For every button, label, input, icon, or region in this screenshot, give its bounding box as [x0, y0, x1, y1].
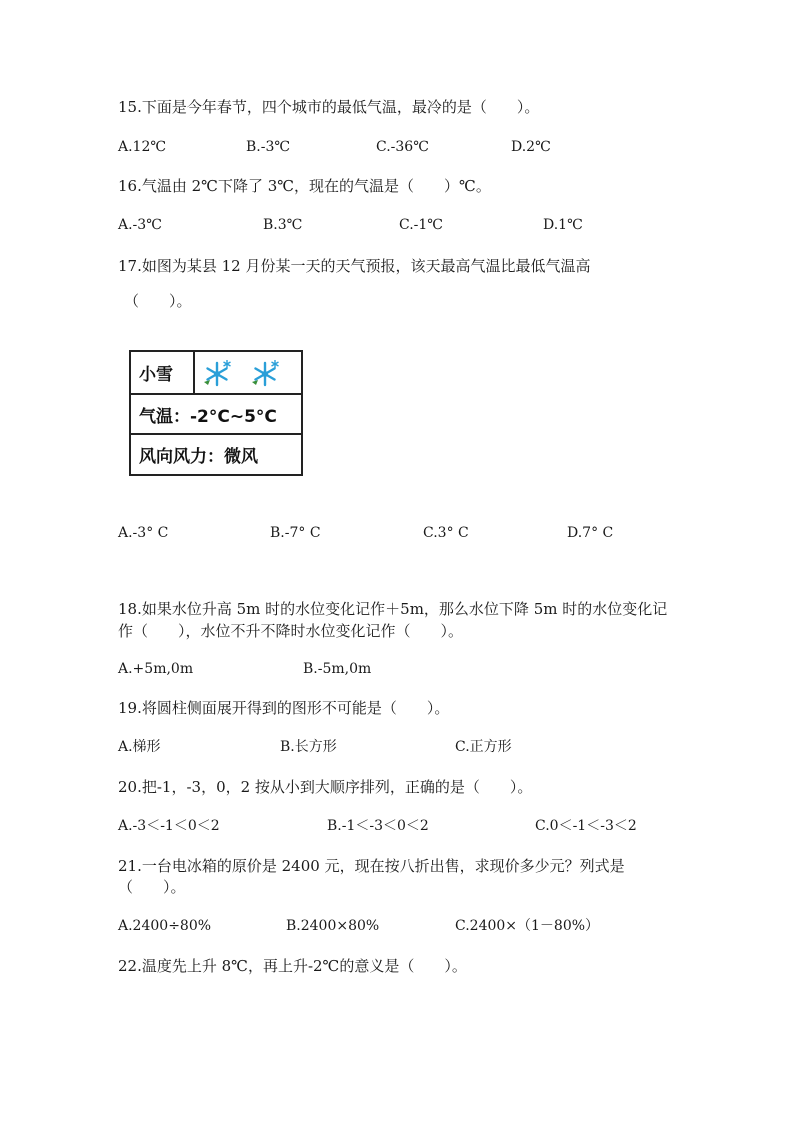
weather-forecast-card: [129, 350, 303, 476]
q15-option-c[interactable]: C.-36℃: [376, 139, 429, 155]
question-18-line2: 作（ ），水位不升不降时水位变化记作（ ）。: [118, 622, 464, 640]
weather-label: 小雪: [139, 365, 173, 385]
q15-option-b[interactable]: B.-3℃: [246, 139, 291, 155]
q17-option-d[interactable]: D.7° C: [567, 525, 614, 541]
q19-option-c[interactable]: C.正方形: [455, 739, 512, 755]
question-21: 21.一台电冰箱的原价是 2400 元，现在按八折出售，求现价多少元？列式是: [118, 857, 625, 875]
q19-option-a[interactable]: A.梯形: [118, 739, 161, 755]
q15-option-a[interactable]: A.12℃: [118, 139, 167, 155]
q21-option-a[interactable]: A.2400÷80%: [118, 918, 212, 934]
question-16: 16.气温由 2℃下降了 3℃，现在的气温是（ ）℃。: [118, 177, 491, 195]
q17-option-a[interactable]: A.-3° C: [118, 525, 169, 541]
question-19: 19.将圆柱侧面展开得到的图形不可能是（ ）。: [118, 699, 450, 717]
q16-option-c[interactable]: C.-1℃: [399, 217, 443, 233]
q16-option-d[interactable]: D.1℃: [543, 217, 583, 233]
temperature-row: [131, 395, 301, 435]
q19-option-b[interactable]: B.长方形: [280, 739, 337, 755]
q21-option-c[interactable]: C.2400×（1－80%）: [455, 918, 600, 934]
q16-option-b[interactable]: B.3℃: [263, 217, 303, 233]
q20-option-a[interactable]: A.-3＜-1＜0＜2: [118, 818, 220, 834]
divider: [193, 352, 195, 393]
q15-option-d[interactable]: D.2℃: [511, 139, 551, 155]
q20-option-b[interactable]: B.-1＜-3＜0＜2: [327, 818, 429, 834]
wind-row: [131, 435, 301, 474]
q17-option-c[interactable]: C.3° C: [423, 525, 469, 541]
q21-option-b[interactable]: B.2400×80%: [286, 918, 380, 934]
weather-row: [131, 352, 301, 395]
snowflake-icon: [201, 358, 235, 388]
q18-option-b[interactable]: B.-5m,0m: [303, 661, 372, 677]
question-17-blank: （ ）。: [124, 292, 192, 310]
q18-option-a[interactable]: A.+5m,0m: [118, 661, 194, 677]
question-17: 17.如图为某县 12 月份某一天的天气预报，该天最高气温比最低气温高: [118, 257, 591, 275]
question-21-blank: （ ）。: [118, 878, 186, 896]
question-15: 15.下面是今年春节，四个城市的最低气温，最冷的是（ ）。: [118, 98, 540, 116]
question-22: 22.温度先上升 8℃，再上升-2℃的意义是（ ）。: [118, 957, 467, 975]
question-20: 20.把-1，-3，0，2 按从小到大顺序排列，正确的是（ ）。: [118, 778, 533, 796]
q20-option-c[interactable]: C.0＜-1＜-3＜2: [535, 818, 637, 834]
snowflake-icon: [249, 358, 283, 388]
temperature-label: 气温：-2°C~5°C: [139, 406, 277, 427]
question-18: 18.如果水位升高 5m 时的水位变化记作＋5m，那么水位下降 5m 时的水位变化记: [118, 600, 668, 618]
q16-option-a[interactable]: A.-3℃: [118, 217, 162, 233]
wind-label: 风向风力：微风: [139, 447, 258, 467]
q17-option-b[interactable]: B.-7° C: [270, 525, 321, 541]
